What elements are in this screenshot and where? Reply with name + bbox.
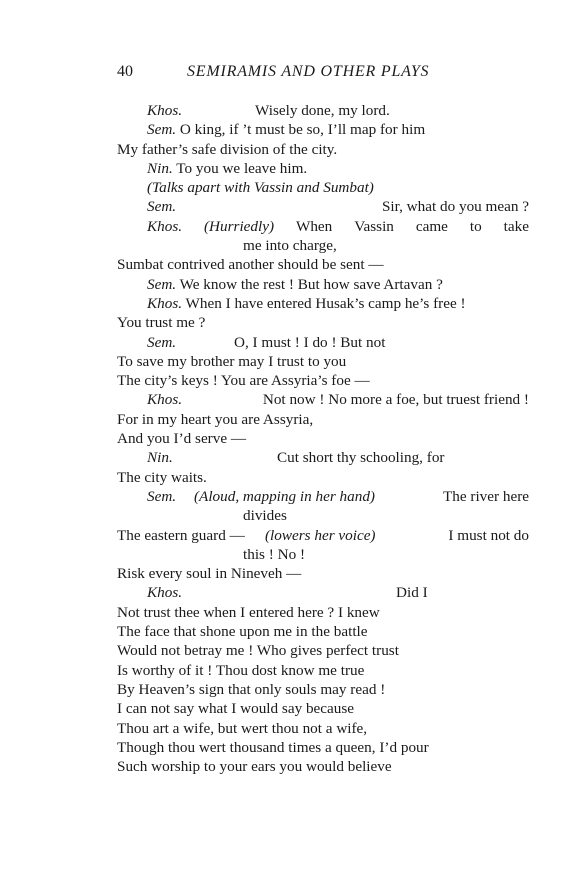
verse-line-6 <box>117 197 529 216</box>
word: When <box>295 217 333 235</box>
line-text: Risk every soul in Nineveh — <box>117 565 302 583</box>
line-text: Though thou wert thousand times a queen, I’d pour <box>117 738 429 756</box>
line-text: Thou art a wife, but wert thou not a wife, <box>117 719 368 737</box>
stage-direction: (Aloud, mapping in her hand) <box>194 487 375 505</box>
verse-line-31 <box>117 680 529 699</box>
verse-line-22 <box>117 506 529 525</box>
line-text: O, I must ! I do ! But not <box>234 333 386 351</box>
verse-line-9 <box>117 255 529 274</box>
verse-line-24 <box>117 545 529 564</box>
verse-line-19 <box>117 448 529 467</box>
speaker-nin: Nin. <box>147 449 173 467</box>
line-text: The city’s keys ! You are Assyria’s foe — <box>117 372 370 390</box>
line-text: The eastern guard — <box>117 526 245 544</box>
verse-line-14 <box>117 352 529 371</box>
line-text: Wisely done, my lord. <box>255 102 390 119</box>
line-text: We know the rest ! But how save Artavan ? <box>176 275 443 293</box>
speaker-sem: Sem. <box>147 121 177 139</box>
line-text: When I have entered Husak’s camp he’s free ! <box>182 294 466 312</box>
line-text: To save my brother may I trust to you <box>117 352 347 370</box>
line-text: I must not do <box>448 526 529 544</box>
speaker-khos: Khos. <box>147 391 183 409</box>
speaker-khos: Khos. <box>147 102 183 119</box>
verse-line-34 <box>117 738 529 757</box>
speaker-nin: Nin. <box>147 159 173 177</box>
verse-line-20 <box>117 468 529 487</box>
verse-line-28 <box>117 622 529 641</box>
verse-line-2 <box>117 120 529 139</box>
speaker-khos: Khos. <box>147 294 183 312</box>
verse-line-12 <box>117 313 529 332</box>
verse-line-21 <box>117 487 529 506</box>
line-text: Cut short thy schooling, for <box>277 449 445 467</box>
verse-line-1 <box>117 101 529 120</box>
running-title: SEMIRAMIS AND OTHER PLAYS <box>187 63 430 80</box>
verse-line-18 <box>117 429 529 448</box>
line-text: To you we leave him. <box>172 159 308 177</box>
page-header <box>117 63 529 83</box>
line-text: Not trust thee when I entered here ? I knew <box>117 603 380 621</box>
verse-line-4 <box>117 159 529 178</box>
verse-line-29 <box>117 641 529 660</box>
verse-line-32 <box>117 699 529 718</box>
stage-direction: (lowers her voice) <box>265 526 376 544</box>
verse-line-23 <box>117 526 529 545</box>
line-text: Is worthy of it ! Thou dost know me true <box>117 661 365 679</box>
verse-line-26 <box>117 583 529 602</box>
play-text <box>117 101 529 776</box>
page-number: 40 <box>117 63 133 80</box>
line-text: Such worship to your ears you would believe <box>117 758 392 776</box>
verse-line-16 <box>117 390 529 409</box>
line-text: The city waits. <box>117 468 207 486</box>
verse-line-25 <box>117 564 529 583</box>
line-text: divides <box>243 507 287 525</box>
line-text: O king, if ’t must be so, I’ll map for him <box>176 121 426 139</box>
verse-line-30 <box>117 661 529 680</box>
stage-direction: (Talks apart with Vassin and Sumbat) <box>147 179 374 197</box>
speaker-khos: Khos. <box>147 217 183 235</box>
stage-direction-1 <box>117 178 529 197</box>
line-text: The face that shone upon me in the battle <box>117 623 368 641</box>
word: to <box>469 217 482 235</box>
line-text: me into charge, <box>243 237 337 255</box>
speaker-sem: Sem. <box>147 333 177 351</box>
verse-line-10 <box>117 275 529 294</box>
line-text: The river here <box>442 487 529 505</box>
verse-line-3 <box>117 140 529 159</box>
speaker-sem: Sem. <box>147 275 177 293</box>
word: came <box>415 217 448 235</box>
line-text: this ! No ! <box>243 545 306 563</box>
stage-direction: (Hurriedly) <box>204 217 275 235</box>
word: take <box>503 217 529 235</box>
verse-line-13 <box>117 333 529 352</box>
verse-line-8 <box>117 236 529 255</box>
verse-line-35 <box>117 757 529 776</box>
verse-line-11 <box>117 294 529 313</box>
line-text: And you I’d serve — <box>117 430 247 448</box>
line-text: Not now ! No more a foe, but truest friend ! <box>262 391 529 409</box>
line-text: My father’s safe division of the city. <box>117 140 338 158</box>
line-text: Did I <box>396 584 428 602</box>
line-text: You trust me ? <box>117 314 206 332</box>
line-text: Sumbat contrived another should be sent — <box>117 256 384 274</box>
speaker-sem: Sem. <box>147 487 177 505</box>
line-text: For in my heart you are Assyria, <box>117 410 314 428</box>
word: Vassin <box>354 217 394 235</box>
speaker-sem: Sem. <box>147 198 177 216</box>
line-text: I can not say what I would say because <box>117 700 355 718</box>
verse-line-7 <box>117 217 529 236</box>
line-text: By Heaven’s sign that only souls may read ! <box>117 680 386 698</box>
verse-line-17 <box>117 410 529 429</box>
verse-line-27 <box>117 603 529 622</box>
verse-line-15 <box>117 371 529 390</box>
speaker-khos: Khos. <box>147 584 183 602</box>
verse-line-33 <box>117 719 529 738</box>
line-text: Sir, what do you mean ? <box>381 198 529 216</box>
line-text: Would not betray me ! Who gives perfect trust <box>117 642 399 660</box>
